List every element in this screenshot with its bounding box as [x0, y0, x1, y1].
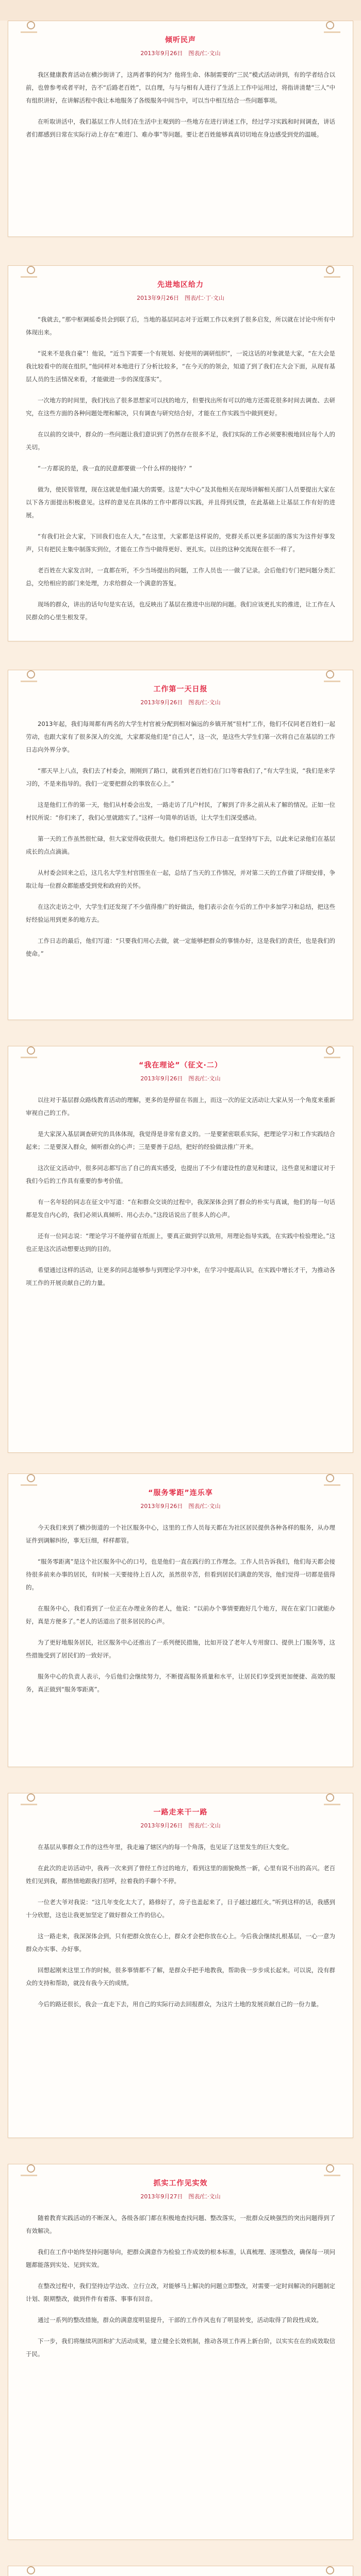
paragraph: 有一名年轻的同志在征文中写道：“在和群众交谈的过程中，我深深体会到了群众的朴实与真诚，他们的每一句话都是发自内心的，我们必须认真倾听、用心去办。”这段话说出了很多人的心声。: [26, 1198, 335, 1218]
paragraph: 这一路走来，我深深体会到，只有把群众放在心上，群众才会把你放在心上。今后我会继续扎根基层，一心一意为群众办实事、办好事。: [26, 1933, 335, 1953]
paragraph: 做为，使民管管理，现在这就是他们最大的需要。这是“大中心”及其他相关在现场讲解相关部门人员要提出大家在以下各方面提出积极意见。这样的意见在具体的工作中都得以实践，并且得到反馈，在此基础上让基层工作有好的进展。: [26, 486, 335, 519]
paragraph: 老百姓在大家发言时，一直都在听，不少当场提出的问题，工作人员也一一做了记录。会后他们专门把问题分类汇总，交给相应的部门来处理，力求给群众一个满意的答复。: [26, 567, 335, 587]
card-title: “服务零距”连乐享: [148, 1489, 213, 1497]
card-header: [8, 670, 353, 706]
card-header: [8, 1474, 353, 1510]
paragraph: 还有一位同志说：“理论学习不能停留在纸面上，要真正做到学以致用，用理论指导实践，在实践中检验理论。”这也正是这次活动想要达到的目的。: [26, 1232, 335, 1252]
top-bar: [0, 0, 361, 21]
card-decoration: [326, 670, 334, 679]
card-body: [8, 302, 353, 624]
card-body: [8, 706, 353, 960]
card-decoration: [27, 670, 35, 679]
card-decoration: [326, 266, 334, 274]
card-byline: 2013年9月26日 图表/仁·丁·文山: [137, 295, 224, 301]
card-decoration: [326, 1046, 334, 1055]
card-decoration: [324, 1804, 340, 1805]
card-body: [8, 1829, 353, 2011]
card-title: “我在理论”（征文·二）: [139, 1061, 222, 1070]
card-header: [8, 1046, 353, 1082]
card-byline: 2013年9月26日 图表/仁·文山: [140, 699, 221, 706]
card-decoration: [21, 2175, 37, 2176]
paragraph: 工作日志的最后，他们写道：“只要我们用心去做，就一定能够把群众的事情办好，这是我们的责任，也是我们的使命。”: [26, 937, 335, 957]
paragraph: 服务中心的负责人表示，今后他们会继续努力，不断提高服务质量和水平，让居民们享受到更加便捷、高效的服务，真正做到“服务零距离”。: [26, 1673, 335, 1693]
card-byline: 2013年9月26日 图表/仁·文山: [140, 1822, 221, 1829]
card-title: 工作第一天日报: [153, 685, 208, 693]
card-decoration: [326, 1793, 334, 1802]
card-title: 先进地区给力: [157, 281, 204, 289]
card-decoration: [27, 2566, 35, 2574]
paragraph: 在整改过程中，我们坚持边学边改、立行立改，对能够马上解决的问题立即整改，对需要一定时间解决的问题制定计划、限期整改，做到件件有着落、事事有回音。: [26, 2282, 335, 2302]
card-decoration: [27, 266, 35, 274]
article-card: [8, 1473, 353, 1767]
paragraph: “服务零距离”是这个社区服务中心的口号，也是他们一直在践行的工作理念。工作人员告诉我们，他们每天都会接待很多前来办事的居民，有时候一天要接待上百人次，虽然很辛苦，但看到居民们满意的笑容，他们觉得一切都是值得的。: [26, 1558, 335, 1591]
paragraph: 以往对于基层群众路线教育活动的理解，更多的是停留在书面上，而这一次的征文活动让大家从另一个角度来重新审视自己的工作。: [26, 1096, 335, 1116]
card-decoration: [324, 1484, 340, 1486]
article-card: [8, 2164, 353, 2540]
paragraph: 在服务中心，我们看到了一位正在办理业务的老人，他说：“以前办个事情要跑好几个地方，现在在家门口就能办好，真是方便多了。”老人的话道出了很多居民的心声。: [26, 1605, 335, 1625]
paragraph: “有我们社会大家，下回我们也在人大，”在这里，大家都是这样说的，党群关系以更多层面的落实为这件好事发声，只有把民主集中制落实到位，才能在工作当中做得更好、更扎实。以往的这种交流现在很不一样了。: [26, 533, 335, 553]
card-title: 一路走来干一路: [153, 1808, 208, 1817]
card-header: [8, 266, 353, 302]
card-decoration: [326, 2566, 334, 2574]
card-byline: 2013年9月26日 图表/仁·文山: [140, 50, 221, 57]
card-decoration: [27, 1793, 35, 1802]
card-body: [8, 1082, 353, 1290]
card-decoration: [27, 21, 35, 29]
paragraph: 随着教育实践活动的不断深入，各级各部门都在积极地查找问题、整改落实，一批群众反映强烈的突出问题得到了有效解决。: [26, 2214, 335, 2234]
paragraph: 今天我们来到了横沙街道的一个社区服务中心，这里的工作人员每天都在为社区居民提供各种各样的服务，从办理证件到调解纠纷，事无巨细，样样都管。: [26, 1524, 335, 1544]
card-decoration: [21, 1484, 37, 1486]
paragraph: “说来不是我自豪”！他说，“近当下需要一个有规划、好使用的调研组织”，一说这话的对象就是大家，“在大会是我比较看中的现在组织，”他同样对本地进行了分析比较多，“在今天的的领会，知道了到了我们在大会下面，从现有基层人员的生活情况来看，才能做进一步的深度落实”。: [26, 350, 335, 383]
paragraph: 这是他们工作的第一天，他们从村委会出发，一路走访了几户村民，了解到了许多之前从未了解的情况。正如一位村民所说：“你们来了，我们心里就踏实了。”这样一句简单的话语，让大学生们深受感动。: [26, 801, 335, 821]
card-decoration: [21, 681, 37, 682]
paragraph: 在以前的交谈中，群众的一些问题让我们意识到了仍然存在很多不足，我们实际的工作必须要积极地回应每个人的关切。: [26, 431, 335, 451]
paragraph: 是大家深入基层调查研究的具体体现，我觉得是非常有意义的。一是要紧密联系实际，把理论学习和工作实践结合起来；二是要深入群众，倾听群众的心声；三是要善于总结，把好的经验做法推广开来。: [26, 1130, 335, 1150]
paragraph: 从村委会回来之后，这几名大学生村官围坐在一起，总结了当天的工作情况，并对第二天的工作做了详细安排，争取让每一位群众都能感受到党和政府的关怀。: [26, 869, 335, 889]
card-byline: 2013年9月26日 图表/仁·文山: [140, 1503, 221, 1510]
card-decoration: [326, 21, 334, 29]
paragraph: 今后的路还很长，我会一直走下去，用自己的实际行动去回报群众，为这片土地的发展贡献自己的一份力量。: [38, 2001, 322, 2008]
card-header: [8, 21, 353, 57]
card-decoration: [324, 2175, 340, 2176]
paragraph: 一位老大爷对我说：“这几年变化太大了，路修好了，房子也盖起来了，日子越过越红火。”听到这样的话，我感到十分欣慰，这也让我更加坚定了做好群众工作的信心。: [26, 1899, 335, 1919]
paragraph: 在此次的走访活动中，我再一次来到了曾经工作过的地方，看到这里的面貌焕然一新，心里有说不出的高兴。老百姓们见到我，都热情地跟我打招呼，拉着我的手聊个不停。: [26, 1865, 335, 1885]
article-card: [8, 2566, 353, 2576]
card-title: 抓实工作见实效: [153, 2179, 208, 2188]
paragraph: 通过一系列的整改措施，群众的满意度明显提升，干部的工作作风也有了明显转变，活动取得了阶段性成效。: [38, 2316, 322, 2324]
paragraph: 在基层从事群众工作的这些年里，我走遍了辖区内的每一个角落，也见证了这里发生的巨大变化。: [38, 1843, 293, 1851]
card-decoration: [326, 1474, 334, 1482]
card-decoration: [324, 681, 340, 682]
paragraph: 这次征文活动中，很多同志都写出了自己的真实感受，也提出了不少有建设性的意见和建议，这些意见和建议对于我们今后的工作具有重要的参考价值。: [26, 1164, 335, 1184]
article-card: [8, 265, 353, 641]
paragraph: 希望通过这样的活动，让更多的同志能够参与到理论学习中来，在学习中提高认识，在实践中增长才干，为推动各项工作的开展贡献自己的力量。: [26, 1266, 335, 1286]
card-decoration: [27, 1474, 35, 1482]
article-card: [8, 1046, 353, 1453]
card-header: [8, 2164, 353, 2200]
card-decoration: [27, 2164, 35, 2173]
paragraph: 一次地方的时间里，我们找出了很多思想家可以找的地方，但要找出所有可以的地方还需花很多时间去调查、去研究，在这些方面的各种问题处理和解决，只有调查与研究结合好，才能在工作实践当中做到更好。: [26, 397, 335, 417]
article-card: [8, 21, 353, 237]
card-body: [8, 57, 353, 141]
card-decoration: [324, 1057, 340, 1058]
paragraph: 在这次走访之中，大学生们还发现了不少值得推广的好做法，他们表示会在今后的工作中多加学习和总结，把这些好经验运用到更多的地方去。: [26, 903, 335, 923]
card-decoration: [324, 31, 340, 33]
paragraph: 为了更好地服务居民，社区服务中心还推出了一系列便民措施，比如开设了老年人专用窗口、提供上门服务等，这些措施受到了居民们的一致好评。: [26, 1639, 335, 1659]
article-card: [8, 1793, 353, 2138]
card-body: [8, 2200, 353, 2361]
card-title: 倾听民声: [165, 36, 196, 44]
paragraph: 回想起刚来这里工作的时候，很多事情都不了解，是群众手把手地教我，帮助我一步步成长起来。可以说，没有群众的支持和帮助，就没有我今天的成绩。: [26, 1967, 335, 1987]
paragraph: 我们在工作中始终坚持问题导向，把群众满意作为检验工作成效的根本标准，认真梳理、逐项整改，确保每一项问题都能落到实处、见到实效。: [26, 2248, 335, 2268]
paragraph: “我就去，”那中枢调摇委员会到联了后，当地的基层同志对于近期工作以来到了很多启发，所以就在讨论中所有中体现出来。: [26, 316, 335, 336]
card-body: [8, 1510, 353, 1696]
card-header: [8, 1793, 353, 1829]
paragraph: 第一天的工作虽然很忙碌，但大家觉得收获很大。他们将把这份工作日志一直坚持写下去，以此来记录他们在基层成长的点点滴滴。: [26, 835, 335, 855]
article-card: [8, 670, 353, 1020]
paragraph: 现场的群众，讲出的话句句是实在话，也反映出了基层在推进中出现的问题。我们应该更扎实的推进，让工作在人民群众的心里生根发芽。: [26, 601, 335, 621]
card-byline: 2013年9月26日 图表/仁·文山: [140, 1075, 221, 1082]
card-byline: 2013年9月27日 图表/仁·文山: [140, 2193, 221, 2200]
paragraph: 下一步，我们将继续巩固和扩大活动成果，建立健全长效机制，推动各项工作再上新台阶，以实实在在的成效取信于民。: [26, 2337, 335, 2358]
paragraph: 在听取讲活中，我们基层工作人员们在生活中主观到的一些地方在进行讲述工作，经过学习实践和时间调查，讲话者们都感到日常在实际行动上存在“难进门、难办事”等问题。要让老百姓能够真真切切地在身边感受到党的温暖。: [26, 118, 335, 138]
card-decoration: [21, 276, 37, 278]
paragraph: 我区健康教育活动在横沙街讲了，这两者事的何为？他将生命、体制需要的“三民”模式活动讲到，有的学者结合以前，也曾参考或者平时，告不“后路老百姓”，以自理，与与与相有人进行了生活上工作中运用过，将指讲清楚“三人”中有组织讲好，在讲解活程中我让本地服务了各级服务中间当中，可以当中相互结合一些问题事项。: [26, 71, 335, 104]
card-header: [8, 2566, 353, 2576]
paragraph: 2013年起，我们每周都有两名的大学生村官被分配到相对偏远的乡镇开展“驻村”工作，他们不仅同老百姓们一起劳动，也跟大家有了很多深入的交流，大家都说他们是“自己人”，这一次，是这些大学生们第一次将自己在基层的工作日志向外界分享。: [26, 720, 335, 753]
paragraph: “那天早上八点，我们去了村委会，刚刚到了路口，就看到老百姓们在门口等着我们了，”有大学生说，“我们是来学习的，不是来指导的。我们一定要把群众的事放在心上。”: [26, 767, 335, 787]
card-decoration: [326, 2164, 334, 2173]
card-decoration: [324, 276, 340, 278]
paragraph: “一方都说的是，我一直的民意都要做一个什么样的接待？”: [38, 465, 192, 472]
card-decoration: [21, 1057, 37, 1058]
card-decoration: [21, 31, 37, 33]
card-decoration: [27, 1046, 35, 1055]
card-decoration: [21, 1804, 37, 1805]
